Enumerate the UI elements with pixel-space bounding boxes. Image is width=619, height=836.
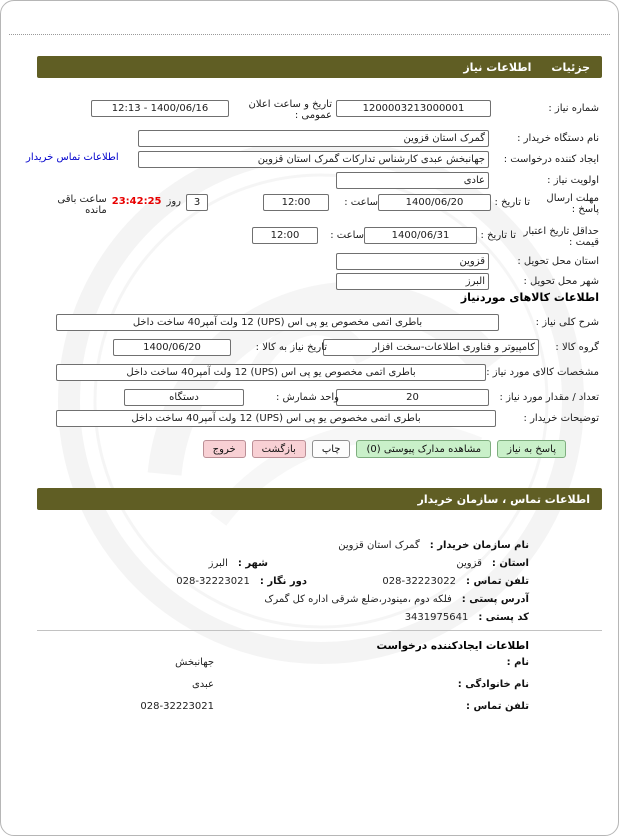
row-delivery-city bbox=[1, 273, 618, 291]
contact-org-label: نام سازمان خریدار : bbox=[429, 540, 529, 551]
priority-label: اولویت نیاز : bbox=[547, 175, 599, 186]
remaining-countdown: 23:42:25 bbox=[111, 196, 162, 207]
row-delivery-province bbox=[1, 253, 618, 271]
contact-city-label: شهر : bbox=[237, 558, 268, 569]
reply-deadline-date-field[interactable]: 1400/06/20 bbox=[378, 194, 491, 211]
creator-first-name-label: نام : bbox=[506, 657, 529, 668]
creator-last-name-label: نام خانوادگی : bbox=[457, 679, 529, 690]
remaining-label: ساعت باقی مانده bbox=[57, 194, 107, 216]
buyer-contact-link[interactable]: اطلاعات تماس خریدار bbox=[26, 152, 119, 163]
row-creator-info-title bbox=[1, 640, 618, 658]
contact-postal-label: کد پستی : bbox=[478, 612, 529, 623]
contact-province-label: استان : bbox=[491, 558, 529, 569]
row-creator bbox=[1, 151, 618, 169]
row-contact-org bbox=[1, 539, 618, 557]
contact-city-value: البرز bbox=[208, 558, 228, 569]
row-goods-specs bbox=[1, 364, 618, 382]
view-attachments-button[interactable]: مشاهده مدارک پیوستی (0) bbox=[356, 440, 491, 458]
contact-fax-value: 028-32223021 bbox=[176, 576, 250, 587]
row-buyer-notes bbox=[1, 410, 618, 428]
contact-phone-pair bbox=[382, 575, 529, 589]
row-reply-deadline bbox=[1, 194, 618, 224]
goods-group-label: گروه کالا : bbox=[555, 342, 599, 353]
creator-phone-label: تلفن تماس : bbox=[465, 701, 529, 712]
tab-details[interactable]: جزئیات bbox=[551, 60, 590, 74]
goods-group-field[interactable]: کامپیوتر و فناوری اطلاعات-سخت افزار bbox=[323, 339, 539, 356]
row-creator-phone bbox=[1, 701, 618, 719]
row-need-number bbox=[1, 99, 618, 121]
quantity-label: تعداد / مقدار مورد نیاز : bbox=[499, 392, 599, 403]
row-contact-phone-fax bbox=[1, 575, 618, 593]
creator-first-name-value: جهانبخش bbox=[175, 657, 214, 668]
price-validity-time-label: ساعت : bbox=[330, 230, 364, 241]
contact-province-pair bbox=[456, 557, 529, 571]
delivery-city-label: شهر محل تحویل : bbox=[523, 276, 599, 287]
print-button[interactable]: چاپ bbox=[312, 440, 351, 458]
creator-last-name-value: عبدی bbox=[191, 679, 214, 690]
announce-datetime-label: تاریخ و ساعت اعلان عمومی : bbox=[248, 99, 332, 121]
section-divider bbox=[37, 630, 602, 631]
buyer-notes-field[interactable]: باطری اتمی مخصوص یو پی اس (UPS) 12 ولت آمپر40 ساخت داخل bbox=[56, 410, 496, 427]
buyer-contact-header-bar bbox=[37, 488, 602, 510]
creator-field[interactable]: جهانبخش عبدی کارشناس تدارکات گمرک استان قزوین bbox=[138, 151, 489, 168]
buyer-contact-title: اطلاعات تماس ، سازمان خریدار bbox=[417, 492, 590, 506]
reply-to-need-button[interactable]: پاسخ به نیاز bbox=[497, 440, 566, 458]
quantity-field[interactable]: 20 bbox=[336, 389, 489, 406]
price-validity-label: حداقل تاریخ اعتبار قیمت : bbox=[523, 226, 599, 248]
time-remaining bbox=[53, 194, 208, 216]
contact-address-label: آدرس پستی : bbox=[461, 594, 529, 605]
row-need-summary bbox=[1, 314, 618, 332]
need-summary-label: شرح کلی نیاز : bbox=[535, 317, 599, 328]
goods-specs-field[interactable]: باطری اتمی مخصوص یو پی اس (UPS) 12 ولت آمپر40 ساخت داخل bbox=[56, 364, 486, 381]
row-creator-last-name bbox=[1, 679, 618, 697]
delivery-province-label: استان محل تحویل : bbox=[517, 256, 599, 267]
need-info-header-bar bbox=[37, 56, 602, 78]
reply-deadline-label: مهلت ارسال پاسخ : bbox=[546, 193, 599, 215]
creator-info-title: اطلاعات ایجادکننده درخواست bbox=[376, 640, 529, 652]
goods-specs-label: مشخصات کالای مورد نیاز : bbox=[486, 367, 599, 378]
creator-label: ایجاد کننده درخواست : bbox=[503, 154, 599, 165]
contact-address-pair bbox=[264, 593, 529, 607]
contact-postal-pair bbox=[405, 611, 529, 625]
row-contact-postal bbox=[1, 611, 618, 629]
unit-label: واحد شمارش : bbox=[275, 392, 339, 403]
need-number-label: شماره نیاز : bbox=[548, 103, 599, 114]
row-actions bbox=[1, 440, 618, 460]
tab-need-info[interactable]: اطلاعات نیاز bbox=[463, 60, 532, 74]
row-quantity bbox=[1, 389, 618, 407]
row-priority bbox=[1, 172, 618, 190]
contact-fax-label: دور نگار : bbox=[259, 576, 307, 587]
buyer-notes-label: توضیحات خریدار : bbox=[523, 413, 599, 424]
contact-address-value: فلکه دوم ،مینودر،ضلع شرقی اداره کل گمرک bbox=[264, 594, 452, 605]
price-validity-time-field[interactable]: 12:00 bbox=[252, 227, 318, 244]
unit-field[interactable]: دستگاه bbox=[124, 389, 244, 406]
contact-phone-value: 028-32223022 bbox=[382, 576, 456, 587]
row-buyer-org bbox=[1, 130, 618, 148]
creator-phone-value: 028-32223021 bbox=[140, 701, 214, 712]
goods-section-title: اطلاعات کالاهای موردنیاز bbox=[460, 291, 599, 304]
contact-phone-label: تلفن تماس : bbox=[465, 576, 529, 587]
need-number-field[interactable]: 1200003213000001 bbox=[336, 100, 491, 117]
remaining-days-unit: روز bbox=[166, 196, 181, 207]
buyer-org-field[interactable]: گمرک استان قزوین bbox=[138, 130, 489, 147]
priority-field[interactable]: عادی bbox=[336, 172, 489, 189]
contact-city-pair bbox=[209, 557, 268, 571]
reply-deadline-time-label: ساعت : bbox=[344, 197, 378, 208]
goods-need-date-field[interactable]: 1400/06/20 bbox=[113, 339, 231, 356]
price-validity-date-label: تا تاریخ : bbox=[480, 230, 516, 241]
contact-fax-pair bbox=[176, 575, 307, 589]
price-validity-date-field[interactable]: 1400/06/31 bbox=[364, 227, 477, 244]
action-buttons bbox=[203, 440, 566, 458]
row-creator-first-name bbox=[1, 657, 618, 675]
contact-province-value: قزوین bbox=[456, 558, 482, 569]
delivery-city-field[interactable]: البرز bbox=[336, 273, 489, 290]
contact-org-pair bbox=[338, 539, 529, 553]
delivery-province-field[interactable]: قزوین bbox=[336, 253, 489, 270]
need-summary-field[interactable]: باطری اتمی مخصوص یو پی اس (UPS) 12 ولت آمپر40 ساخت داخل bbox=[56, 314, 499, 331]
row-goods-group bbox=[1, 339, 618, 357]
announce-datetime-field[interactable]: 1400/06/16 - 12:13 bbox=[91, 100, 229, 117]
contact-postal-value: 3431975641 bbox=[404, 612, 469, 623]
reply-deadline-time-field[interactable]: 12:00 bbox=[263, 194, 329, 211]
top-divider bbox=[9, 34, 610, 35]
remaining-days-box: 3 bbox=[186, 194, 208, 211]
exit-button[interactable]: خروج bbox=[203, 440, 246, 458]
buyer-org-label: نام دستگاه خریدار : bbox=[517, 133, 599, 144]
reply-deadline-date-label: تا تاریخ : bbox=[494, 197, 530, 208]
goods-need-date-label: تاریخ نیاز به کالا : bbox=[255, 342, 327, 353]
back-button[interactable]: بازگشت bbox=[252, 440, 306, 458]
row-contact-address bbox=[1, 593, 618, 611]
row-contact-province-city bbox=[1, 557, 618, 575]
contact-org-value: گمرک استان قزوین bbox=[338, 540, 420, 551]
row-goods-title bbox=[1, 291, 618, 309]
